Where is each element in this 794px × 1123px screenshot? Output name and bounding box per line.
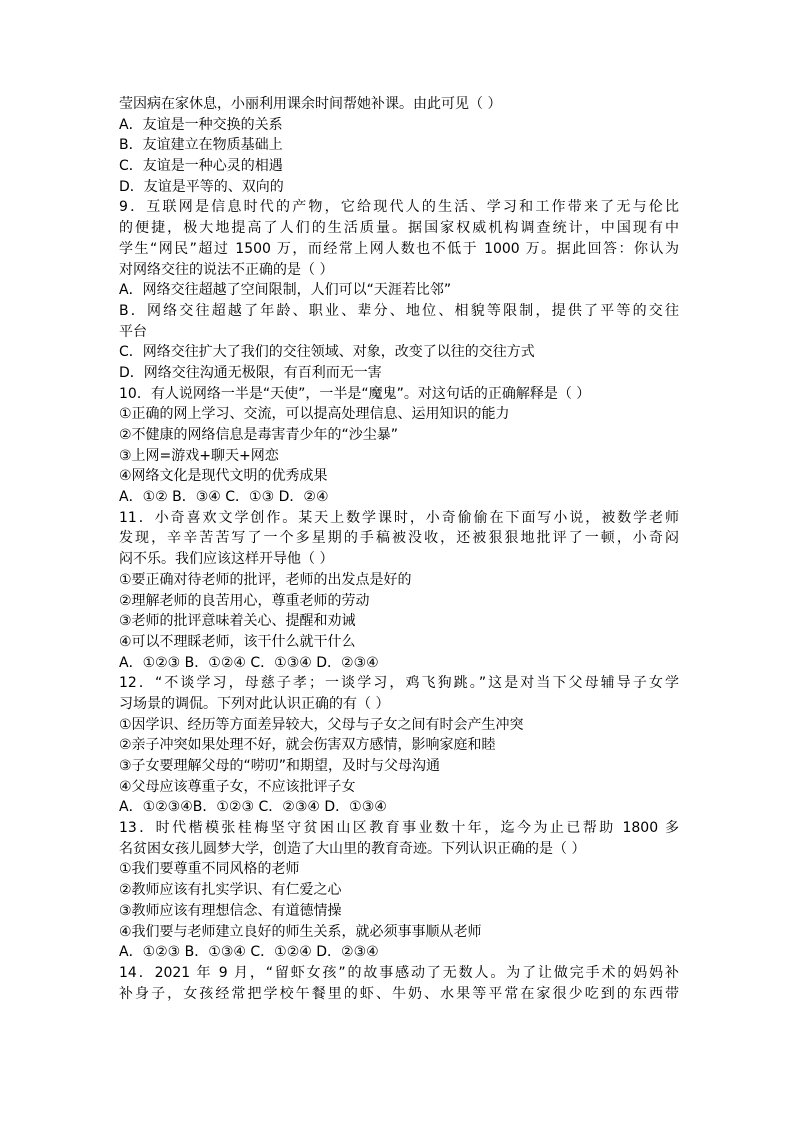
text-line: ①我们要尊重不同风格的老师: [119, 861, 300, 878]
text-line: B．网络交往超越了年龄、职业、辈分、地位、相貌等限制，提供了平等的交往: [119, 302, 679, 319]
text-line: ②不健康的网络信息是毒害青少年的“沙尘暴”: [119, 427, 399, 443]
text-line: ②理解老师的良苦用心，尊重老师的劳动: [119, 592, 370, 609]
text-line: ③老师的批评意味着关心、提醒和劝诫: [119, 613, 356, 630]
text-line: 对网络交往的说法不正确的是（ ）: [119, 261, 334, 278]
text-line: C．友谊是一种心灵的相遇: [119, 158, 283, 175]
text-line: 学生“网民”超过 1500 万，而经常上网人数也不低于 1000 万。据此回答：你认为: [119, 240, 679, 257]
text-line: ④我们要与老师建立良好的师生关系，就必须事事顺从老师: [119, 923, 482, 940]
text-line: 习场景的调侃。下列对此认识正确的有（ ）: [119, 695, 390, 712]
text-line: A．①②③④B．①②③ C．②③④ D．①③④: [119, 799, 387, 816]
text-line: 14．2021 年 9 月，“留虾女孩”的故事感动了无数人。为了让做完手术的妈妈补: [119, 964, 679, 981]
text-line: 补身子，女孩经常把学校午餐里的虾、牛奶、水果等平常在家很少吃到的东西带: [119, 985, 679, 1002]
text-line: C．网络交往扩大了我们的交往领域、对象，改变了以往的交往方式: [119, 344, 535, 361]
text-line: A．①② B．③④ C．①③ D．②④: [119, 489, 329, 506]
text-line: 莹因病在家休息，小丽利用课余时间帮她补课。由此可见（ ）: [119, 96, 502, 112]
text-line: 发现，辛辛苦苦写了一个多星期的手稿被没收，还被狠狠地批评了一顿，小奇闷: [119, 530, 679, 547]
text-line: ①正确的网上学习、交流，可以提高处理信息、运用知识的能力: [119, 406, 510, 423]
text-line: ②教师应该有扎实学识、有仁爱之心: [119, 882, 342, 899]
text-line: ③子女要理解父母的“唠叨”和期望，及时与父母沟通: [119, 758, 441, 774]
text-line: 9．互联网是信息时代的产物，它给现代人的生活、学习和工作带来了无与伦比: [119, 199, 679, 216]
text-line: ②亲子冲突如果处理不好，就会伤害双方感情，影响家庭和睦: [119, 737, 496, 754]
text-line: 10．有人说网络一半是“天使”，一半是“魔鬼”。对这句话的正确解释是（ ）: [119, 385, 591, 402]
text-line: 平台: [119, 323, 147, 340]
text-line: D．网络交往沟通无极限，有百利而无一害: [119, 364, 382, 381]
text-line: 闷不乐。我们应该这样开导他（ ）: [119, 551, 334, 568]
text-line: A．①②③ B．①②④ C．①③④ D．②③④: [119, 654, 379, 671]
text-line: 名贫困女孩儿圆梦大学，创造了大山里的教育奇迹。下列认识正确的是（ ）: [119, 840, 586, 857]
text-line: B．友谊建立在物质基础上: [119, 137, 283, 154]
document-body: [119, 94, 679, 1004]
text-line: ④可以不理睬老师，该干什么就干什么: [119, 633, 356, 650]
text-line: ①因学识、经历等方面差异较大，父母与子女之间有时会产生冲突: [119, 716, 524, 733]
text-line: 的便捷，极大地提高了人们的生活质量。据国家权威机构调查统计，中国现有中: [119, 220, 679, 237]
text-line: ③上网=游戏+聊天+网恋: [119, 447, 279, 464]
text-line: ④父母应该尊重子女，不应该批评子女: [119, 778, 356, 795]
text-line: ③教师应该有理想信念、有道德情操: [119, 902, 342, 919]
text-line: 11．小奇喜欢文学创作。某天上数学课时，小奇偷偷在下面写小说，被数学老师: [119, 509, 679, 526]
text-line: 13．时代楷模张桂梅坚守贫困山区教育事业数十年，迄今为止已帮助 1800 多: [119, 820, 679, 837]
text-line: ④网络文化是现代文明的优秀成果: [119, 468, 328, 485]
text-line: D．友谊是平等的、双向的: [119, 178, 284, 195]
text-line: A．友谊是一种交换的关系: [119, 116, 283, 133]
text-line: 12．“不谈学习，母慈子孝；一谈学习，鸡飞狗跳。”这是对当下父母辅导子女学: [119, 675, 679, 692]
text-line: A．①②③ B．①③④ C．①②④ D．②③④: [119, 944, 379, 961]
text-line: ①要正确对待老师的批评，老师的出发点是好的: [119, 571, 412, 588]
text-line: A．网络交往超越了空间限制，人们可以“天涯若比邻”: [119, 282, 452, 299]
